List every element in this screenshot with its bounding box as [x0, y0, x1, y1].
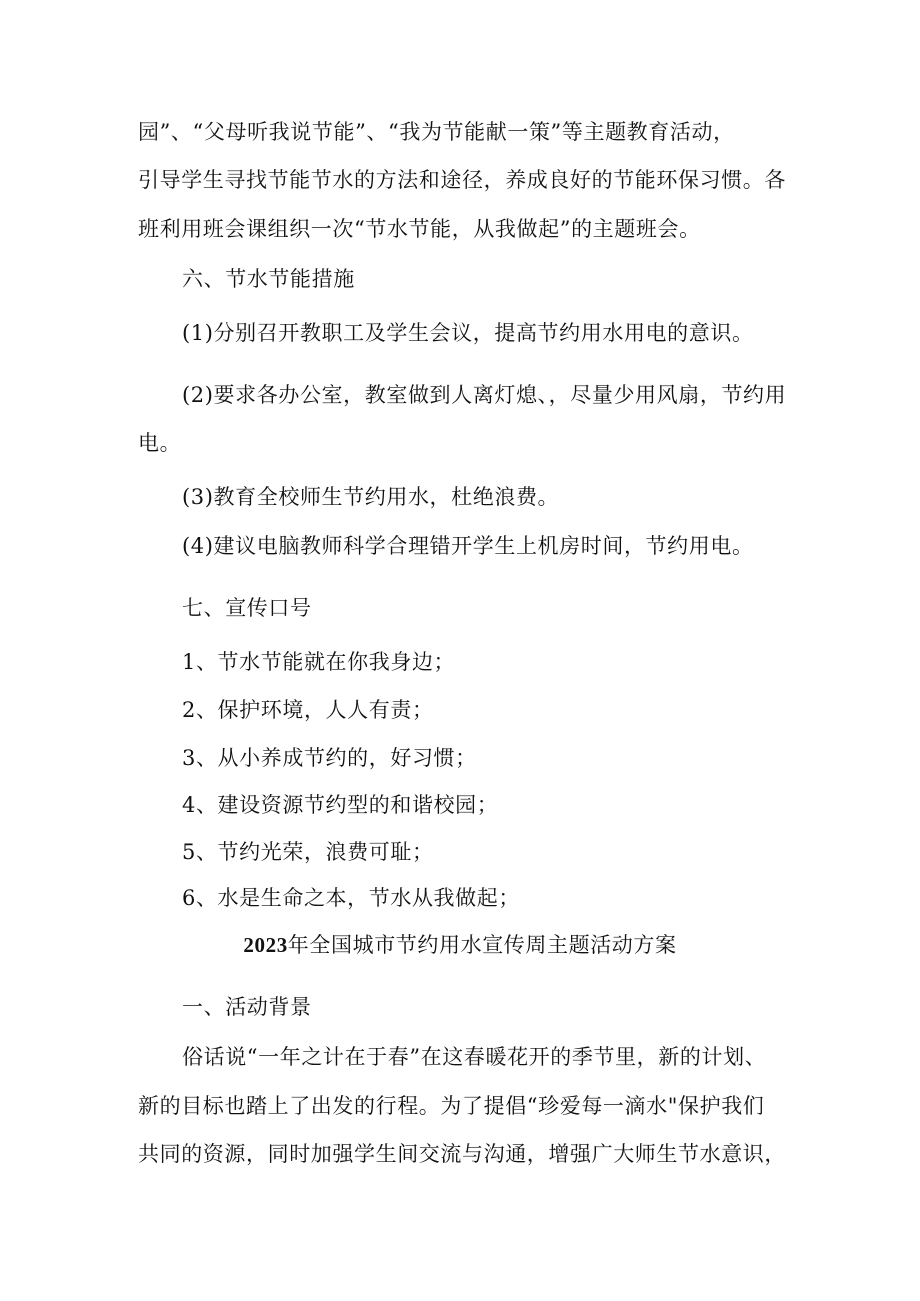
document-title: [0, 931, 920, 959]
title-text: 年全国城市节约用水宣传周主题活动方案: [287, 933, 677, 957]
slogan-item: 6、水是生命之本，节水从我做起；: [182, 886, 520, 910]
slogan-item: 3、从小养成节约的，好习惯；: [182, 746, 477, 770]
paragraph-line: 新的目标也踏上了出发的行程。为了提倡“珍爱每一滴水"保护我们: [138, 1094, 765, 1118]
slogan-item: 5、节约光荣，浪费可耻；: [182, 840, 434, 864]
paragraph-line: 班利用班会课组织一次“节水节能，从我做起”的主题班会。: [138, 217, 701, 241]
title-year: 2023: [243, 933, 288, 957]
measure-item-2-continued: 电。: [138, 431, 182, 455]
paragraph-line: 俗话说“一年之计在于春”在这春暖花开的季节里，新的计划、: [182, 1045, 767, 1069]
paragraph-line: 共同的资源，同时加强学生间交流与沟通，增强广大师生节水意识，: [138, 1142, 786, 1166]
slogan-item: 4、建设资源节约型的和谐校园；: [182, 793, 499, 817]
section-heading-slogans: 七、宣传口号: [182, 596, 312, 620]
measure-item-2: (2)要求各办公室，教室做到人离灯熄、，尽量少用风扇，节约用: [182, 383, 787, 407]
slogan-item: 2、保护环境，人人有责；: [182, 698, 434, 722]
paragraph-line: 引导学生寻找节能节水的方法和途径，养成良好的节能环保习惯。各: [138, 168, 786, 192]
section-heading-measures: 六、节水节能措施: [182, 267, 355, 291]
paragraph-line: 园”、“父母听我说节能”、“我为节能献一策”等主题教育活动，: [138, 120, 735, 144]
measure-item-4: (4)建议电脑教师科学合理错开学生上机房时间，节约用电。: [182, 534, 754, 558]
measure-item-1: (1)分别召开教职工及学生会议，提高节约用水用电的意识。: [182, 321, 754, 345]
measure-item-3: (3)教育全校师生节约用水，杜绝浪费。: [182, 485, 560, 509]
section-heading-background: 一、活动背景: [182, 995, 312, 1019]
slogan-item: 1、节水节能就在你我身边；: [182, 650, 456, 674]
